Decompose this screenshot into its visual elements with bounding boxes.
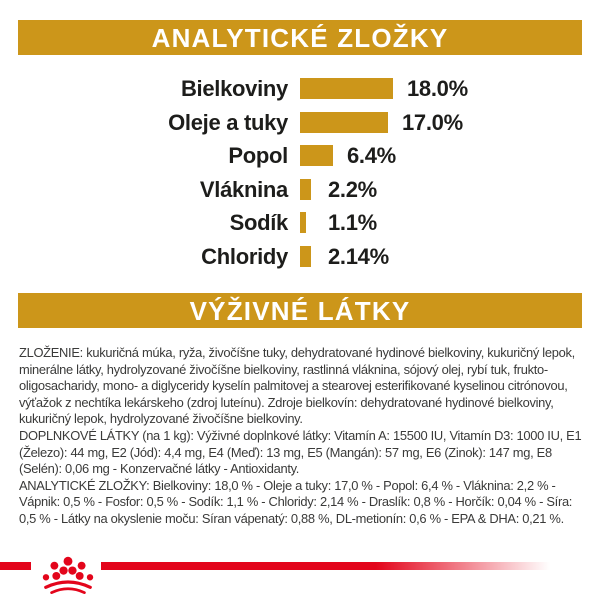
analytic-header-title: ANALYTICKÉ ZLOŽKY bbox=[151, 23, 449, 53]
footer-line-right bbox=[101, 562, 559, 570]
chart-row bbox=[0, 211, 600, 234]
chart-value-label: 2.2% bbox=[328, 176, 377, 202]
chart-value-label: 17.0% bbox=[402, 109, 463, 135]
chart-bar bbox=[300, 78, 393, 99]
chart-category-label: Oleje a tuky bbox=[168, 109, 288, 135]
chart-bar bbox=[300, 112, 388, 133]
chart-category-label: Chloridy bbox=[201, 244, 288, 269]
additives-paragraph: DOPLNKOVÉ LÁTKY (na 1 kg): Výživné doplnkové látky: Vitamín A: 15500 IU, Vitamín D3: 1000 IU, E1 (Železo): 44 mg, E2 (Jód): 4,4 mg, E4 (Meď): 13 mg, E5 (Mangán): 57 mg, E6 (Zinok): 147 mg, E8 (Selén): 0,06 mg - Konzervačné látky - Antioxidanty. bbox=[19, 427, 582, 477]
chart-bar bbox=[300, 145, 333, 166]
chart-value-label: 6.4% bbox=[347, 143, 396, 169]
nutrients-header-title: VÝŽIVNÉ LÁTKY bbox=[189, 296, 411, 326]
chart-value-label: 18.0% bbox=[407, 76, 468, 101]
nutrients-text-block bbox=[19, 345, 582, 528]
chart-bar bbox=[300, 179, 311, 200]
chart-row bbox=[0, 245, 600, 268]
chart-category-label: Vláknina bbox=[199, 176, 288, 202]
footer-line-left bbox=[0, 562, 31, 570]
chart-category-label: Sodík bbox=[229, 210, 288, 236]
chart-row bbox=[0, 111, 600, 134]
ingredients-paragraph: ZLOŽENIE: kukuričná múka, ryža, živočíšne tuky, dehydratované hydinové bielkoviny, kukuričný lepok, minerálne látky, hydrolyzované živočíšne bielkoviny, rastlinná vláknina, sójový olej, rybí tuk, frukto-oligosacharidy, mono- a diglyceridy kyselín palmitovej a stearovej esterifikované kyselinou citrónovou, výťažok z nechtíka lekárskeho (zdroj luteínu). Zdroje bielkovín: dehydratované hydinové bielkoviny, kukuričný lepok, hydrolyzované živočíšne bielkoviny. bbox=[19, 345, 575, 427]
nutrients-header-band bbox=[18, 293, 582, 328]
chart-category-label: Bielkoviny bbox=[180, 76, 288, 101]
analytical-bar-chart bbox=[0, 77, 600, 269]
chart-category-label: Popol bbox=[228, 143, 288, 169]
chart-value-label: 2.14% bbox=[328, 244, 389, 269]
chart-bar bbox=[300, 212, 306, 233]
analytical-paragraph: ANALYTICKÉ ZLOŽKY: Bielkoviny: 18,0 % - Oleje a tuky: 17,0 % - Popol: 6,4 % - Vláknina: 2,2 % - Vápnik: 0,5 % - Fosfor: 0,5 % - Sodík: 1,1 % - Chloridy: 2,14 % - Draslík: 0,8 % - Horčík: 0,04 % - Síra: 0,5 % - Látky na okyslenie moču: Síran vápenatý: 0,88 %, DL-metionín: 0,6 % - EPA & DHA: 0,21 %. bbox=[19, 477, 573, 526]
chart-bar bbox=[300, 246, 311, 267]
analytic-header-band bbox=[18, 20, 582, 55]
royal-canin-crown-icon bbox=[32, 540, 104, 596]
chart-value-label: 1.1% bbox=[328, 210, 377, 236]
chart-row bbox=[0, 77, 600, 100]
chart-row bbox=[0, 178, 600, 201]
chart-row bbox=[0, 144, 600, 167]
